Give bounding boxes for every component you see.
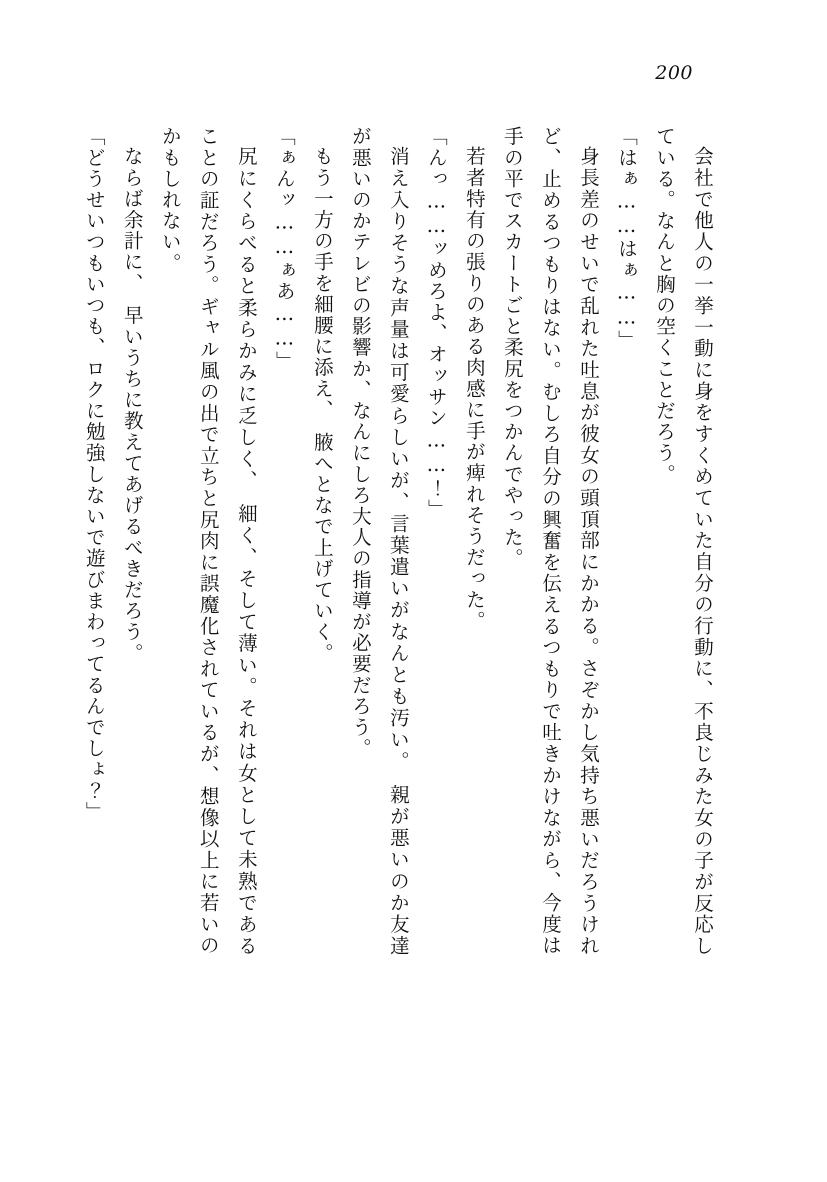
- paragraph: 会社で他人の一挙一動に身をすくめていた自分の行動に、不良じみた女の子が反応している。なんと胸の空くことだろう。: [652, 126, 714, 956]
- paragraph: 「んっ……ッめろよ、オッサン……！」: [424, 126, 448, 520]
- paragraph: 消え入りそうな声量は可愛らしいが、言葉遣いがなんとも汚い。 親が悪いのか友達が悪いのかテレビの影響か、なんにしろ大人の指導が必要だろう。: [348, 126, 410, 956]
- paragraph: 「どうせいつもいつも、ロクに勉強しないで遊びまわってるんでしょ？」: [82, 126, 106, 823]
- body-text: [82, 126, 721, 956]
- paragraph: 若者特有の張りのある肉感に手が痺れそうだった。: [462, 145, 486, 631]
- paragraph: 「はぁ……はぁ……」: [614, 126, 638, 351]
- page-number: 200: [655, 62, 693, 84]
- paragraph: 尻にくらべると柔らかみに乏しく、 細く、そして薄い。それは女として未熟であることの証だろう。ギャル風の出で立ちと尻肉に誤魔化されているが、想像以上に若いのかもしれない。: [158, 126, 258, 956]
- paragraph: 身長差のせいで乱れた吐息が彼女の頭頂部にかかる。さぞかし気持ち悪いだろうけれど、止めるつもりはない。むしろ自分の興奮を伝えるつもりで吐きかけながら、今度は手の平でスカートごと柔尻をつかんでやった。: [500, 126, 600, 956]
- paragraph: ならば余計に、 早いうちに教えてあげるべきだろう。: [120, 145, 144, 664]
- paragraph: もう一方の手を細腰に添え、 腋へとなで上げていく。: [310, 145, 334, 664]
- paragraph: 「ぁんッ……ぁあ……」: [272, 126, 296, 373]
